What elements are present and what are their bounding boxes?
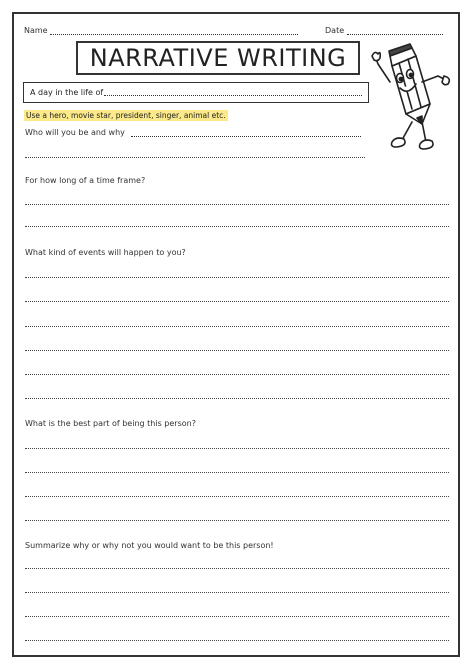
writing-line[interactable]: [25, 472, 449, 473]
name-line: [50, 26, 298, 35]
name-label: Name: [24, 26, 48, 35]
question-1: [25, 128, 361, 137]
writing-line[interactable]: [25, 568, 449, 569]
question-2: For how long of a time frame?: [25, 176, 146, 185]
question-1-text: Who will you be and why: [25, 128, 125, 137]
writing-line[interactable]: [25, 496, 449, 497]
name-field[interactable]: [24, 26, 298, 35]
writing-line[interactable]: [25, 520, 449, 521]
date-field[interactable]: [325, 26, 443, 35]
writing-line[interactable]: [25, 277, 449, 278]
writing-line[interactable]: [25, 226, 449, 227]
writing-line[interactable]: [25, 204, 449, 205]
writing-line[interactable]: [25, 157, 365, 158]
writing-line[interactable]: [25, 640, 449, 641]
writing-line[interactable]: [25, 616, 449, 617]
day-in-life-box[interactable]: [23, 82, 369, 103]
question-1-inline-line[interactable]: [131, 128, 361, 137]
hint-highlight: Use a hero, movie star, president, singer, animal etc.: [26, 111, 226, 120]
date-line: [347, 26, 443, 35]
writing-line[interactable]: [25, 374, 449, 375]
writing-line[interactable]: [25, 448, 449, 449]
day-in-life-label: A day in the life of: [30, 88, 104, 97]
pencil-mascot-icon: [366, 42, 452, 160]
writing-line[interactable]: [25, 398, 449, 399]
writing-line[interactable]: [25, 592, 449, 593]
day-in-life-line: [104, 95, 362, 96]
writing-line[interactable]: [25, 301, 449, 302]
writing-line[interactable]: [25, 326, 449, 327]
question-4: What is the best part of being this person?: [25, 419, 196, 428]
page-title: NARRATIVE WRITING: [76, 41, 360, 75]
question-3: What kind of events will happen to you?: [25, 248, 186, 257]
writing-line[interactable]: [25, 350, 449, 351]
question-5: Summarize why or why not you would want to be this person!: [25, 541, 274, 550]
date-label: Date: [325, 26, 345, 35]
